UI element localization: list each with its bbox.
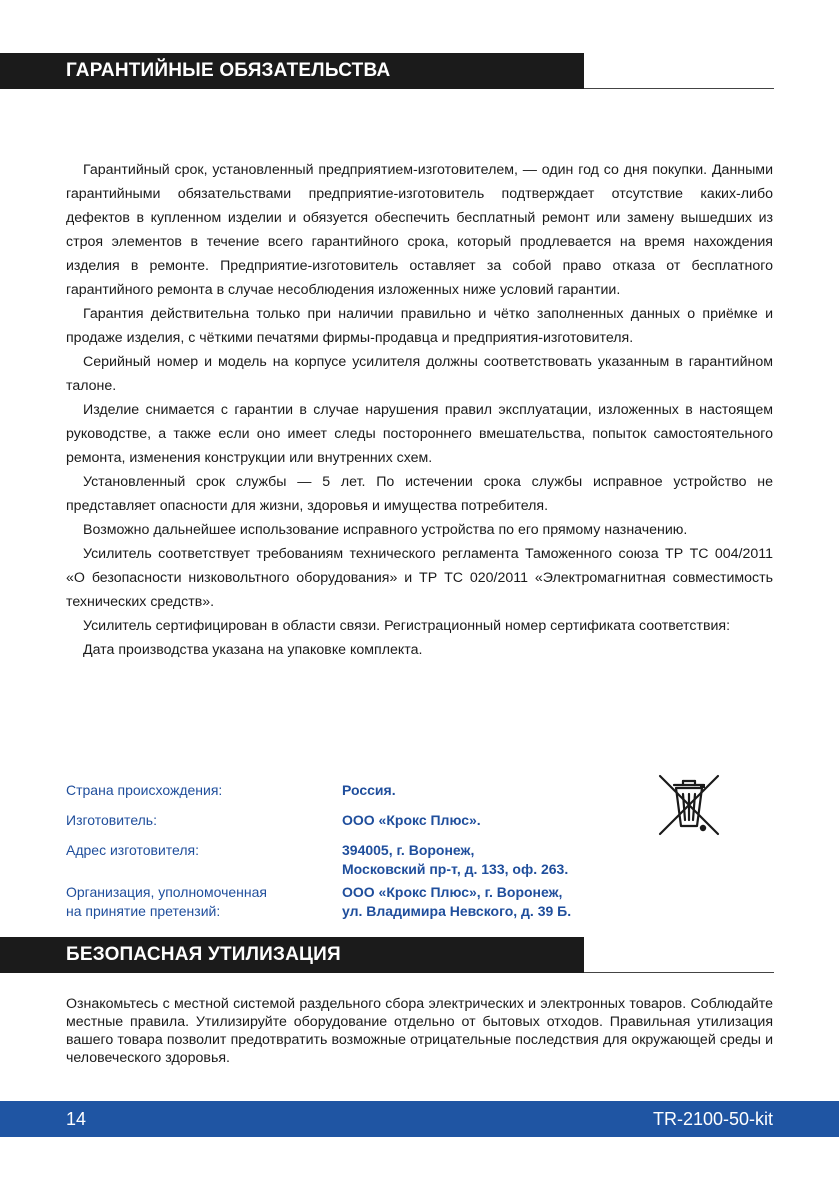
info-value: ООО «Крокс Плюс», г. Воронеж, ул. Владимира Невского, д. 39 Б. bbox=[342, 884, 572, 919]
heading-rule bbox=[584, 88, 774, 89]
heading-rule bbox=[584, 972, 774, 973]
warranty-paragraph: Гарантия действительна только при наличии правильно и чётко заполненных данных о приёмке и продаже изделия, с чёткими печатями фирмы-продавца и предприятия-изготовителя. bbox=[66, 306, 773, 346]
page-footer bbox=[0, 1101, 839, 1137]
warranty-paragraph: Серийный номер и модель на корпусе усилителя должны соответствовать указанным в гарантийном талоне. bbox=[66, 354, 773, 394]
info-value: Россия. bbox=[342, 782, 396, 798]
warranty-paragraph: Изделие снимается с гарантии в случае нарушения правил эксплуатации, изложенных в настоящем руководстве, а также если оно имеет следы постороннего вмешательства, попыток самостоятельного ремонта, изменения конструкции или внутренних схем. bbox=[66, 402, 773, 466]
info-value: ООО «Крокс Плюс». bbox=[342, 812, 481, 828]
info-label: Изготовитель: bbox=[66, 812, 157, 828]
info-label: Организация, уполномоченная на принятие претензий: bbox=[66, 884, 267, 919]
warranty-paragraph: Усилитель соответствует требованиям технического регламента Таможенного союза ТР ТС 004/2011 «О безопасности низковольтного оборудования» и ТР ТС 020/2011 «Электромагнитная совместимость технических средств». bbox=[66, 546, 773, 610]
page-number: 14 bbox=[66, 1109, 87, 1129]
warranty-paragraph: Возможно дальнейшее использование исправного устройства по его прямому назначению. bbox=[83, 522, 688, 538]
warranty-paragraph: Усилитель сертифицирован в области связи. Регистрационный номер сертификата соответствия: bbox=[83, 618, 731, 634]
warranty-paragraph: Дата производства указана на упаковке комплекта. bbox=[83, 642, 423, 658]
info-label: Страна происхождения: bbox=[66, 782, 223, 798]
warranty-body bbox=[66, 158, 773, 662]
info-label: Адрес изготовителя: bbox=[66, 842, 199, 858]
warranty-paragraph: Гарантийный срок, установленный предприятием-изготовителем, — один год со дня покупки. Данными гарантийными обязательствами предприятие-изготовитель подтверждает отсутствие каких-либо дефектов в купленном изделии и обязуется обеспечить бесплатный ремонт или замену вышедших из строя элементов в течение всего гарантийного срока, который продлевается на время нахождения изделия в ремонте. Предприятие-изготовитель оставляет за собой право отказа от бесплатного гарантийного ремонта в случае несоблюдения изложенных ниже условий гарантии. bbox=[66, 162, 773, 298]
warranty-heading: ГАРАНТИЙНЫЕ ОБЯЗАТЕЛЬСТВА bbox=[0, 53, 584, 89]
weee-crossed-bin-icon bbox=[656, 772, 722, 838]
model-name: TR-2100-50-kit bbox=[652, 1109, 773, 1129]
disposal-heading: БЕЗОПАСНАЯ УТИЛИЗАЦИЯ bbox=[0, 937, 584, 973]
disposal-text: Ознакомьтесь с местной системой раздельного сбора электрических и электронных товаров. Соблюдайте местные правила. Утилизируйте оборудование отдельно от бытовых отходов. Правильная утилизация вашего товара позволит предотвратить возможные отрицательные последствия для окружающей среды и человеческого здоровья. bbox=[66, 996, 773, 1066]
warranty-paragraph: Установленный срок службы — 5 лет. По истечении срока службы исправное устройство не представляет опасности для жизни, здоровья и имущества потребителя. bbox=[66, 474, 773, 514]
info-value: 394005, г. Воронеж, Московский пр-т, д. 133, оф. 263. bbox=[342, 842, 569, 877]
